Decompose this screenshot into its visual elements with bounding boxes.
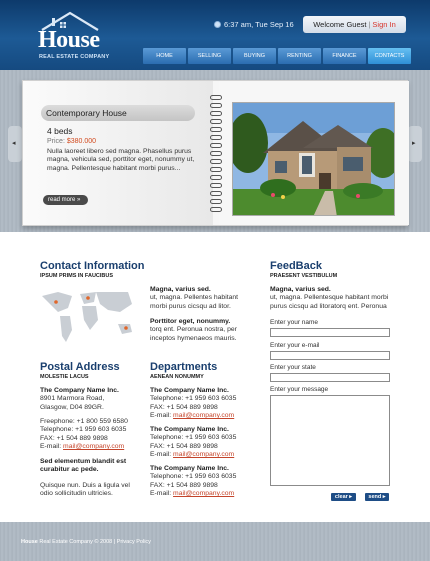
listing-title: Contemporary House [41, 105, 195, 121]
postal-email-label: E-mail: [40, 443, 62, 451]
footer-brand: House [21, 539, 38, 545]
footer-copyright: Real Estate Company © 2008 | [39, 539, 116, 545]
message-label: Enter your message [270, 386, 329, 393]
price-label: Price: [47, 138, 65, 145]
postal-fax: FAX: +1 504 889 9898 [40, 434, 108, 442]
sign-in-link[interactable]: Sign In [372, 20, 396, 29]
price-value: $380.000 [66, 138, 97, 145]
department-item [150, 465, 250, 499]
contact-paragraph-1 [150, 286, 250, 311]
department-item [150, 426, 250, 460]
clear-button-label: clear [334, 494, 348, 500]
logo[interactable] [38, 10, 118, 58]
feedback-subtitle: PRAESENT VESTIBULUM [270, 273, 338, 279]
postal-bold-note [40, 458, 136, 475]
department-email-link[interactable]: mail@company.com [173, 490, 235, 498]
privacy-policy-link[interactable]: Privacy Policy [116, 539, 151, 545]
feedback-title: FeedBack [270, 260, 322, 272]
feedback-intro-bold: Magna, varius sed. [270, 286, 331, 293]
nav-contacts[interactable]: CONTACTS [368, 48, 411, 64]
read-more-button[interactable]: read more » [43, 195, 88, 205]
postal-address-2: Glasgow, D04 89GR. [40, 403, 104, 411]
site-header [0, 0, 430, 70]
clock [214, 20, 294, 29]
contact-p2-text: torq ent. Peronua nostra, per inceptos hymenaeos mauris. [150, 326, 237, 342]
state-input[interactable] [270, 373, 390, 382]
department-item [150, 387, 250, 421]
departments-subtitle: AENEAN NONUMMY [150, 374, 204, 380]
listing-book [22, 80, 408, 226]
listing-beds: 4 beds [47, 126, 73, 136]
email-label: Enter your e-mail [270, 342, 320, 349]
logo-tagline: REAL ESTATE COMPANY [39, 54, 110, 60]
site-footer [0, 522, 430, 561]
postal-title: Postal Address [40, 361, 120, 373]
department-email-label: E-mail: [150, 451, 172, 459]
welcome-text: Welcome Guest [313, 20, 367, 29]
contact-p1-bold: Magna, varius sed. [150, 286, 211, 293]
send-button-label: send [368, 494, 382, 500]
hero-banner [0, 70, 430, 232]
house-photo [232, 102, 395, 216]
house-photo-image [233, 103, 395, 216]
send-button[interactable]: send ▸ [365, 493, 389, 501]
listing-description: Nulla laoreet libero sed magna. Phasellus purus magna, vehicula sed, porttitor eget, nonummy ut, magna. Pellentesque habitant morbi purus... [47, 148, 195, 172]
postal-bold-note-text: Sed elementum blandit est curabitur ac pede. [40, 458, 127, 474]
department-telephone: Telephone: +1 959 603 6035 [150, 473, 237, 481]
contact-subtitle: IPSUM PRIMS IN FAUCIBUS [40, 273, 114, 279]
department-fax: FAX: +1 504 889 9898 [150, 481, 218, 489]
state-label: Enter your state [270, 364, 316, 371]
listing-price [47, 138, 96, 145]
departments-title: Departments [150, 361, 218, 373]
nav-renting[interactable]: RENTING [278, 48, 321, 64]
next-arrow-button[interactable] [408, 126, 422, 162]
nav-selling[interactable]: SELLING [188, 48, 231, 64]
welcome-separator: | [368, 20, 371, 29]
postal-email-link[interactable]: mail@company.com [63, 443, 125, 451]
logo-title: House [38, 27, 100, 53]
postal-freephone: Freephone: +1 800 559 6580 [40, 418, 128, 425]
main-nav [143, 48, 411, 64]
prev-arrow-button[interactable] [8, 126, 22, 162]
contact-p2-bold: Porttitor eget, nonummy. [150, 318, 231, 325]
postal-address-1: 8901 Marmora Road, [40, 395, 105, 403]
department-fax: FAX: +1 504 889 9898 [150, 442, 218, 450]
name-input[interactable] [270, 328, 390, 337]
department-email-label: E-mail: [150, 412, 172, 420]
department-company: The Company Name Inc. [150, 426, 229, 433]
message-textarea[interactable] [270, 395, 390, 486]
feedback-intro-text: ut, magna. Pellentesque habitant morbi purus cicsqu ad litoratorq ent. Peronua [270, 294, 389, 310]
postal-subtitle: MOLESTIE LACUS [40, 374, 89, 380]
nav-home[interactable]: HOME [143, 48, 186, 64]
nav-buying[interactable]: BUYING [233, 48, 276, 64]
feedback-intro [270, 286, 392, 311]
email-input[interactable] [270, 351, 390, 360]
postal-telephone: Telephone: +1 959 603 6035 [40, 426, 127, 434]
nav-finance[interactable]: FINANCE [323, 48, 366, 64]
department-email-link[interactable]: mail@company.com [173, 451, 235, 459]
department-email-label: E-mail: [150, 490, 172, 498]
contact-paragraph-2 [150, 318, 250, 343]
postal-company: The Company Name Inc. [40, 387, 119, 394]
clock-icon [214, 21, 221, 28]
department-email-link[interactable]: mail@company.com [173, 412, 235, 420]
postal-note: Quisque nun. Duis a ligula vel odio sollicitudin ultricies. [40, 482, 130, 498]
department-telephone: Telephone: +1 959 603 6035 [150, 434, 237, 442]
department-company: The Company Name Inc. [150, 387, 229, 394]
world-map-icon [38, 286, 136, 346]
contact-title: Contact Information [40, 260, 145, 272]
name-label: Enter your name [270, 319, 319, 326]
next-arrow-icon: ▸ [412, 140, 416, 147]
spiral-binding-icon [210, 95, 222, 221]
footer-text [21, 539, 151, 545]
contact-p1-text: ut, magna. Pellentes habitant morbi purus cicsqu ad litor. [150, 294, 239, 310]
clear-button[interactable]: clear ▸ [331, 493, 356, 501]
postal-phones [40, 418, 140, 452]
clock-text: 6:37 am, Tue Sep 16 [224, 20, 294, 29]
welcome-box [303, 16, 406, 33]
postal-block [40, 387, 140, 412]
department-fax: FAX: +1 504 889 9898 [150, 403, 218, 411]
department-telephone: Telephone: +1 959 603 6035 [150, 395, 237, 403]
department-company: The Company Name Inc. [150, 465, 229, 472]
prev-arrow-icon: ◂ [12, 140, 16, 147]
